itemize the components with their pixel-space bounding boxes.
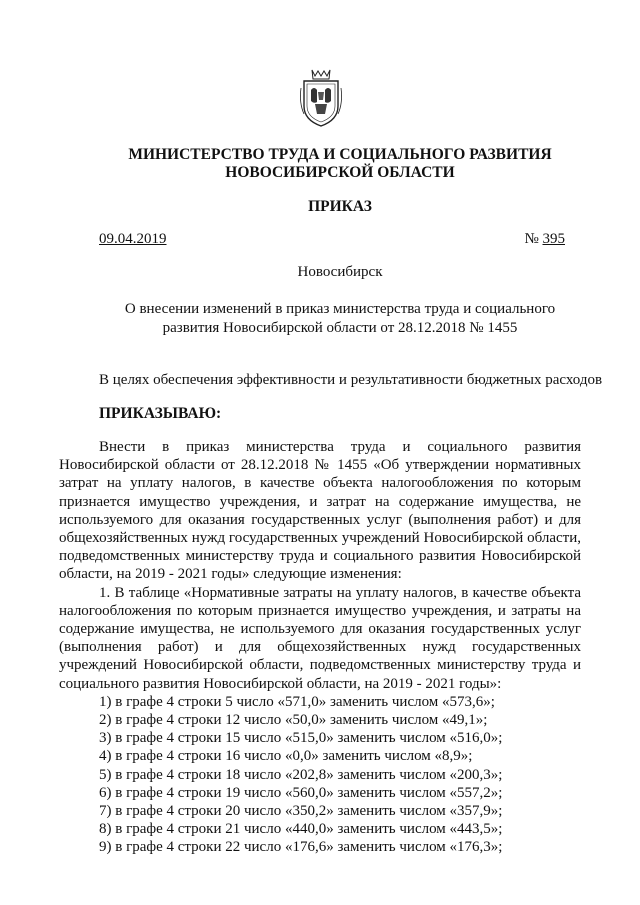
number-value: 395: [542, 231, 565, 247]
number-prefix: №: [524, 231, 539, 247]
list-item: 5) в графе 4 строки 18 число «202,8» заменить числом «200,3»;: [99, 766, 503, 783]
list-item: 9) в графе 4 строки 22 число «176,6» заменить числом «176,3»;: [99, 839, 503, 856]
ministry-name-line1: МИНИСТЕРСТВО ТРУДА И СОЦИАЛЬНОГО РАЗВИТИЯ: [128, 146, 552, 163]
ministry-name: [60, 146, 620, 182]
city: Новосибирск: [297, 264, 383, 280]
list-item: 4) в графе 4 строки 16 число «0,0» заменить числом «8,9»;: [99, 748, 473, 765]
list-item: 8) в графе 4 строки 21 число «440,0» заменить числом «443,5»;: [99, 821, 503, 838]
subject-line1: О внесении изменений в приказ министерства труда и социального: [124, 301, 556, 317]
document-date: 09.04.2019: [99, 231, 167, 247]
coat-of-arms-emblem: [298, 68, 344, 130]
ministry-name-line2: НОВОСИБИРСКОЙ ОБЛАСТИ: [225, 164, 455, 181]
document-number: [524, 231, 565, 248]
document-body: [59, 438, 581, 857]
document-subject: [100, 300, 580, 338]
subject-line2: развития Новосибирской области от 28.12.2018 № 1455: [162, 320, 518, 336]
preamble: В целях обеспечения эффективности и результативности бюджетных расходов: [99, 372, 603, 388]
order-word: ПРИКАЗЫВАЮ:: [99, 405, 222, 422]
list-item: 3) в графе 4 строки 15 число «515,0» заменить числом «516,0»;: [99, 730, 503, 747]
paragraph-item-1: 1. В таблице «Нормативные затраты на уплату налогов, в качестве объекта налогообложения по которым признается имущество учреждения, и затраты на содержание имущества, не используемого для оказания государственных услуг (выполнения работ) и для общехозяйственных нужд государственных учреждений Новосибирской области, подведомственных министерству труда и социального развития Новосибирской области, на 2019 - 2021 годы»:: [59, 584, 581, 692]
paragraph-main: Внести в приказ министерства труда и социального развития Новосибирской области от 28.12.2018 № 1455 «Об утверждении нормативных затрат на уплату налогов, в качестве объекта налогообложения по которым признается имущество учреждения, и затрат на содержание имущества, не используемого для оказания государственных услуг (выполнения работ) и для общехозяйственных нужд государственных учреждений Новосибирской области, подведомственных министерству труда и социального развития Новосибирской области, на 2019 - 2021 годы» следующие изменения:: [59, 439, 581, 583]
list-item: 6) в графе 4 строки 19 число «560,0» заменить числом «557,2»;: [99, 784, 503, 801]
list-item: 1) в графе 4 строки 5 число «571,0» заменить числом «573,6»;: [99, 693, 495, 710]
document-type-title: ПРИКАЗ: [308, 198, 372, 215]
list-item: 2) в графе 4 строки 12 число «50,0» заменить числом «49,1»;: [99, 712, 488, 729]
list-item: 7) в графе 4 строки 20 число «350,2» заменить числом «357,9»;: [99, 803, 503, 820]
